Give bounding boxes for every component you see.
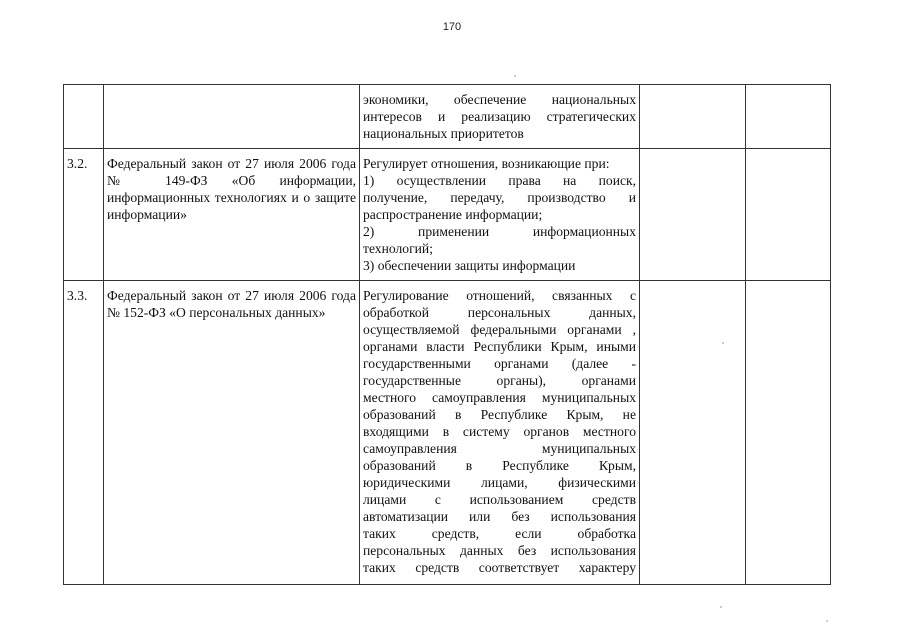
scan-speck (720, 606, 722, 608)
description-cell: экономики, обеспечение национальных интересов и реализацию стратегических национальных приоритетов (360, 85, 640, 149)
law-title-cell: Федеральный закон от 27 июля 2006 года № 149-ФЗ «Об информации, информационных технологиях и о защите информации» (104, 149, 360, 281)
law-title-cell (104, 85, 360, 149)
description-cell: Регулирует отношения, возникающие при: 1) осуществлении права на поиск, получение, передачу, производство и распространение информации; 2) применении информационных технологий; 3) обеспечении защиты информации (360, 149, 640, 281)
empty-cell (746, 85, 831, 149)
table-row (64, 149, 831, 281)
law-title-cell: Федеральный закон от 27 июля 2006 года № 152-ФЗ «О персональных данных» (104, 281, 360, 585)
table-row (64, 281, 831, 585)
empty-cell (640, 85, 746, 149)
empty-cell (746, 281, 831, 585)
row-number-cell: 3.2. (64, 149, 104, 281)
empty-cell (640, 281, 746, 585)
scan-speck (514, 75, 516, 77)
page-number: 170 (442, 21, 462, 33)
row-number-cell: 3.3. (64, 281, 104, 585)
description-cell: Регулирование отношений, связанных с обработкой персональных данных, осуществляемой федеральными органами , органами власти Республики Крым, иными государственными органами (далее - государственные органы), органами местного самоуправления муниципальных образований в Республике Крым, не входящими в систему органов местного самоуправления муниципальных образований в Республике Крым, юридическими лицами, физическими лицами с использованием средств автоматизации или без использования таких средств, если обработка персональных данных без использования таких средств соответствует характеру (360, 281, 640, 585)
empty-cell (746, 149, 831, 281)
scan-speck (826, 620, 828, 622)
table-row (64, 85, 831, 149)
document-table (63, 84, 831, 585)
row-number-cell (64, 85, 104, 149)
empty-cell (640, 149, 746, 281)
scan-speck (722, 342, 724, 344)
